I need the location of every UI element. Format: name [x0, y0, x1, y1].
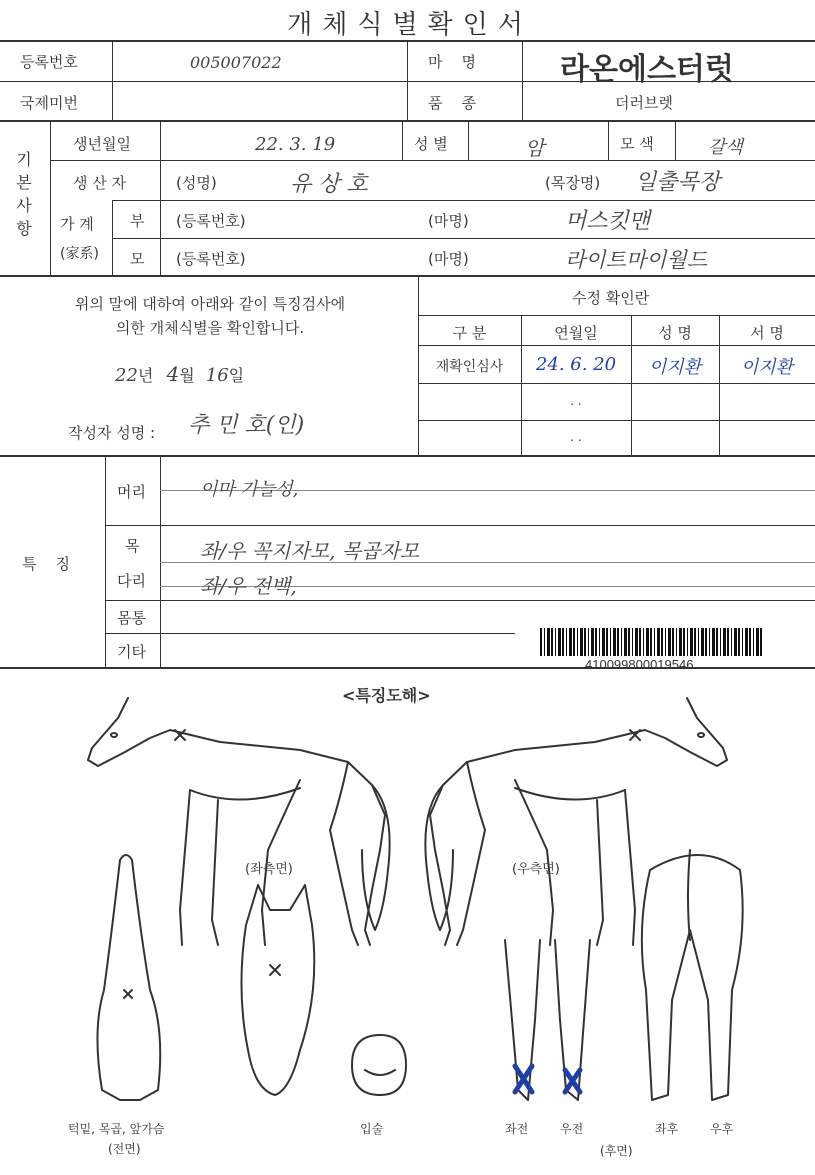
date-day-unit: 일	[228, 366, 245, 385]
horse-name-label: 마 명	[428, 53, 477, 71]
front-legs-icon	[505, 940, 590, 1100]
barcode	[540, 628, 762, 656]
rear-view-horse-icon	[642, 850, 743, 1100]
dam-name-value: 라이트마이월드	[565, 248, 708, 272]
document-title: 개체식별확인서	[287, 10, 533, 40]
breed-value: 더러브렛	[615, 94, 673, 112]
barcode-number: 410099800019546	[585, 657, 694, 672]
author-label: 작성자 성명 :	[68, 424, 156, 442]
muzzle-caption: 입술	[360, 1122, 384, 1136]
sire-reg-label: (등록번호)	[176, 212, 246, 230]
sex-value: 암	[525, 136, 545, 160]
confirmation-line2: 의한 개체식별을 확인합니다.	[115, 319, 305, 337]
amend-row1-sign: 이지환	[740, 357, 794, 378]
right-side-horse-icon	[425, 698, 727, 945]
farm-value: 일출목장	[635, 170, 721, 195]
amend-header-name: 성 명	[658, 324, 692, 342]
amend-header-date: 연월일	[554, 324, 598, 342]
date-day: 16	[205, 365, 229, 386]
left-hind-caption: 좌후	[655, 1122, 679, 1136]
birth-label: 생년월일	[73, 135, 131, 153]
color-label: 모 색	[620, 135, 654, 153]
confirmation-date	[115, 362, 244, 386]
amend-row2-date: . .	[570, 394, 582, 408]
feature-value-leg: 좌/우 전백,	[200, 574, 297, 598]
amend-row1-name: 이지환	[648, 357, 702, 378]
horse-diagrams	[0, 690, 815, 1130]
right-hind-caption: 우후	[710, 1122, 734, 1136]
face-view-horse-icon	[241, 885, 314, 1095]
sex-label: 성 별	[414, 135, 448, 153]
dam-name-label: (마명)	[428, 250, 469, 268]
features-section-label: 특 징	[22, 555, 71, 573]
diagram-title: <특징도해>	[342, 686, 431, 705]
feature-label-neck: 목	[125, 537, 140, 555]
front-view-caption: (전면)	[108, 1142, 141, 1156]
front-caption: 턱밑, 목곱, 앞가슴	[68, 1122, 165, 1136]
reg-no-value: 005007022	[190, 53, 282, 72]
birth-value: 22. 3. 19	[255, 134, 336, 155]
feature-label-head: 머리	[117, 483, 146, 501]
family-hanja: (家系)	[60, 246, 99, 262]
right-side-caption: (우측면)	[512, 862, 560, 877]
confirmation-line1: 위의 말에 대하여 아래와 같이 특징검사에	[74, 295, 346, 313]
feature-value-neck: 좌/우 꼭지자모, 목곱자모	[200, 539, 420, 563]
breed-label: 품 종	[428, 94, 477, 112]
producer-name-value: 유 상 호	[290, 172, 368, 197]
date-month: 4	[166, 362, 180, 386]
feature-label-other: 기타	[117, 643, 146, 661]
dam-reg-label: (등록번호)	[176, 250, 246, 268]
left-side-horse-icon	[88, 698, 390, 945]
producer-label: 생 산 자	[73, 174, 127, 192]
author-value: 추 민 호(인)	[188, 413, 305, 438]
muzzle-view-icon	[352, 1035, 406, 1095]
amend-row1-category: 재확인심사	[435, 359, 504, 375]
date-year: 22	[115, 365, 138, 386]
farm-label: (목장명)	[545, 174, 601, 192]
producer-name-label: (성명)	[176, 174, 217, 192]
family-label: 가 계	[60, 215, 94, 233]
amend-header-sign: 서 명	[750, 324, 784, 342]
sire-label: 부	[130, 212, 145, 230]
date-month-unit: 월	[179, 366, 195, 385]
left-side-caption: (좌측면)	[245, 862, 293, 877]
feature-label-body: 몸통	[117, 609, 146, 627]
amendment-title: 수정 확인란	[572, 289, 650, 307]
intl-label: 국제미번	[20, 94, 78, 112]
right-front-caption: 우전	[560, 1122, 584, 1136]
amend-row1-date: 24. 6. 20	[535, 354, 617, 375]
horse-name-value: 라온에스터럿	[560, 52, 734, 87]
front-view-horse-icon	[97, 855, 160, 1100]
feature-label-leg: 다리	[117, 572, 146, 590]
amend-header-category: 구 분	[452, 324, 487, 342]
basic-section-label: 기본사항	[16, 150, 32, 238]
dam-label: 모	[130, 250, 145, 268]
color-value: 갈색	[708, 137, 743, 158]
feature-value-head: 이마 가늘성,	[200, 479, 299, 500]
amend-row3-date: . .	[570, 430, 582, 444]
sire-name-label: (마명)	[428, 212, 469, 230]
left-front-caption: 좌전	[505, 1122, 529, 1136]
rear-view-caption: (후면)	[600, 1144, 633, 1158]
date-year-unit: 년	[137, 366, 154, 385]
reg-no-label: 등록번호	[20, 53, 78, 71]
sire-name-value: 머스킷맨	[565, 209, 651, 234]
